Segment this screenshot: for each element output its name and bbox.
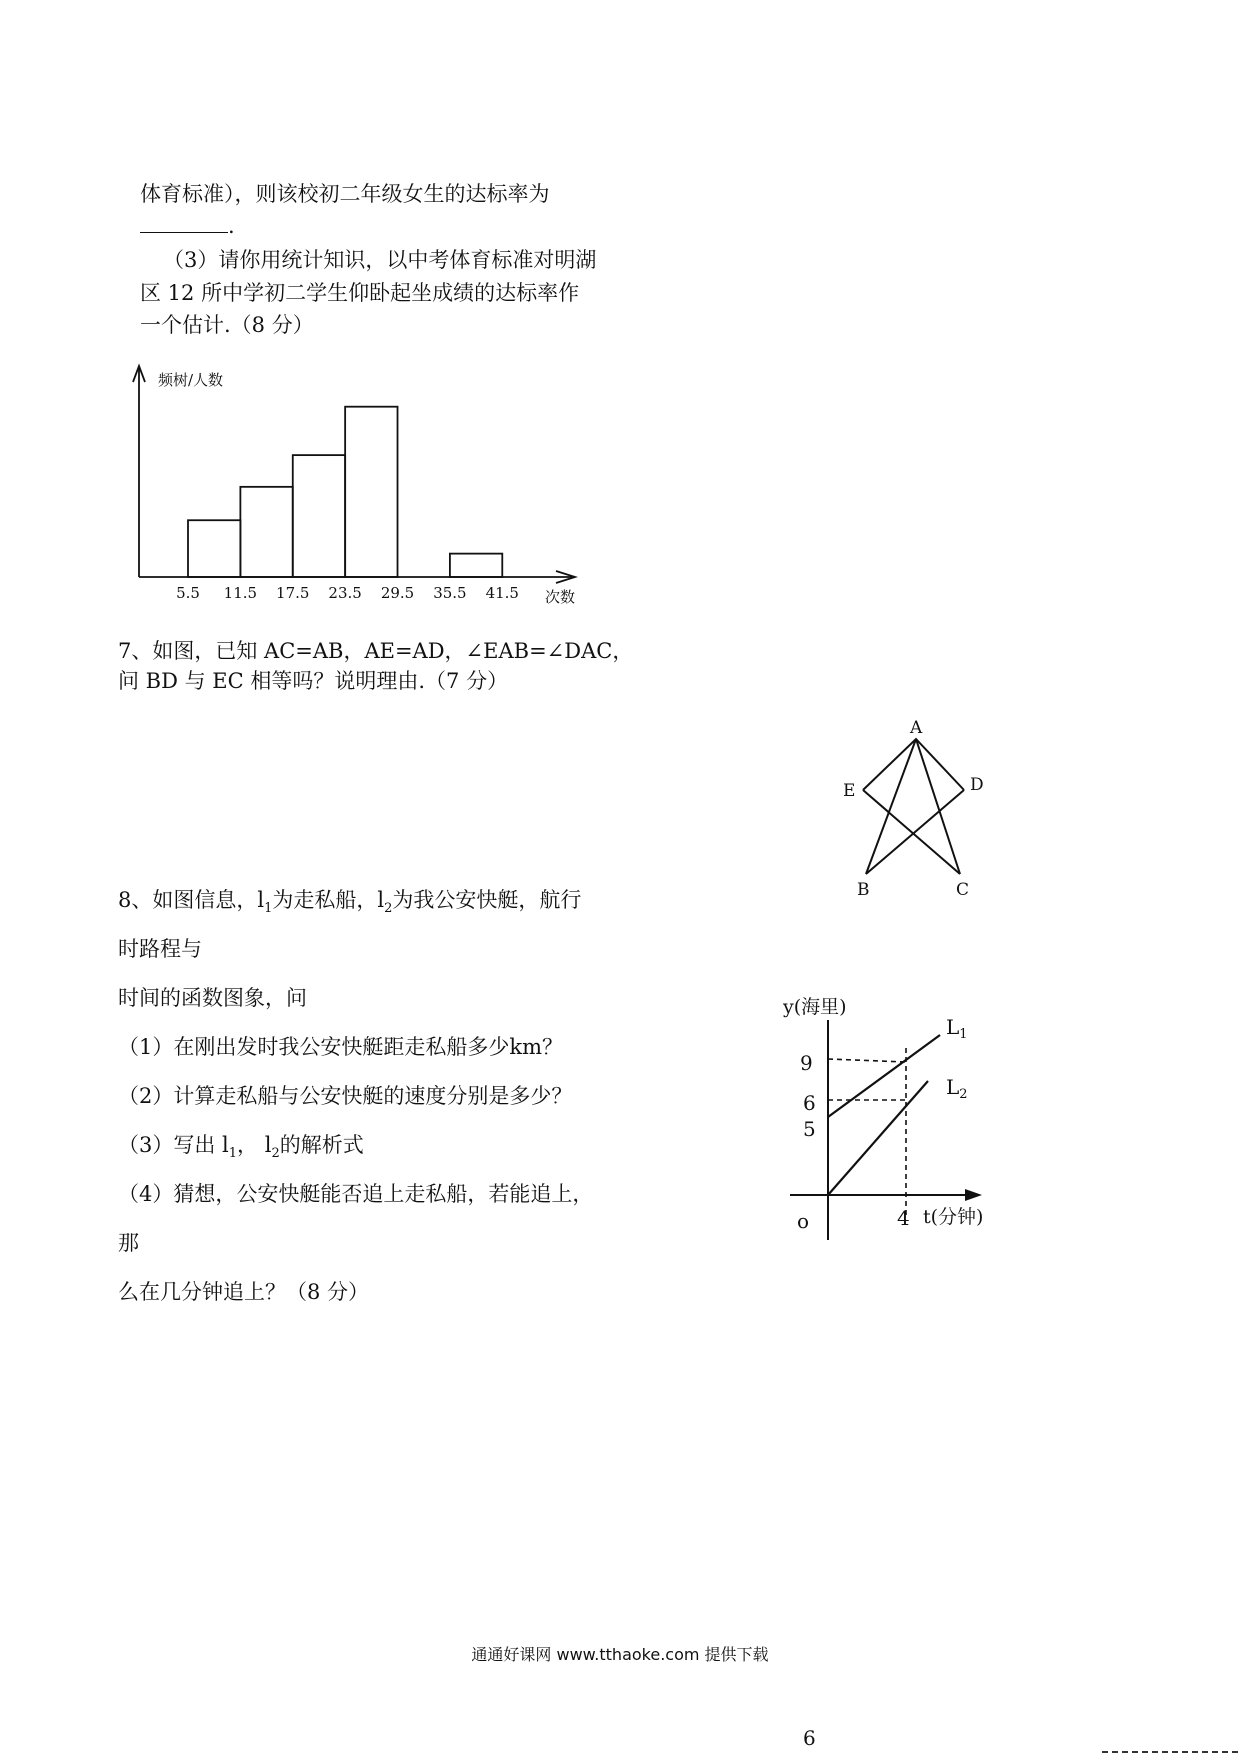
x-axis-label: 次数 bbox=[545, 588, 576, 606]
page-number: 6 bbox=[803, 1726, 816, 1750]
x-tick-label: 5.5 bbox=[176, 584, 200, 602]
q8-line-2: 时路程与 bbox=[118, 937, 202, 961]
point-label-b: B bbox=[857, 880, 870, 900]
q8-l2-letter: l bbox=[377, 888, 385, 912]
point-label-c: C bbox=[956, 880, 970, 900]
line-l1 bbox=[828, 1035, 940, 1117]
q6-line-4: 区 12 所中学初二学生仰卧起坐成绩的达标率作 bbox=[140, 281, 580, 305]
graph-x-label: t(分钟) bbox=[923, 1206, 984, 1228]
q8-item-3 bbox=[118, 1131, 364, 1168]
graph-l2-subscript: 2 bbox=[959, 1087, 968, 1102]
q8-l1-letter: l bbox=[257, 888, 265, 912]
x-tick-label: 41.5 bbox=[485, 584, 519, 602]
bars-group bbox=[188, 407, 502, 577]
q8-item-3-sub-2: 2 bbox=[271, 1146, 280, 1162]
q8-item-3-post: 的解析式 bbox=[279, 1133, 364, 1157]
histogram-bar bbox=[450, 554, 502, 577]
dash-h-9 bbox=[828, 1059, 906, 1062]
q8-item-2: （2）计算走私船与公安快艇的速度分别是多少？ bbox=[118, 1084, 573, 1108]
x-tick-label: 35.5 bbox=[433, 584, 467, 602]
q7-line-2: 问 BD 与 EC 相等吗？说明理由.（7 分） bbox=[118, 669, 509, 693]
graph-y-tick-5: 5 bbox=[803, 1117, 816, 1141]
graph-l2-label bbox=[946, 1075, 968, 1102]
x-tick-label: 23.5 bbox=[328, 584, 362, 602]
q6-line-1: 体育标准），则该校初二年级女生的达标率为 bbox=[140, 182, 550, 206]
histogram-bar bbox=[240, 487, 292, 577]
point-label-a: A bbox=[910, 718, 923, 738]
q8-item-3-mid: ， l bbox=[237, 1133, 272, 1157]
point-label-e: E bbox=[843, 781, 856, 801]
q6-line-2 bbox=[140, 212, 235, 240]
line-l2 bbox=[828, 1081, 928, 1195]
x-tick-label: 17.5 bbox=[276, 584, 310, 602]
q8-item-3-pre: （3）写出 l bbox=[118, 1133, 229, 1157]
q8-l1-subscript: 1 bbox=[264, 901, 273, 917]
x-tick-label: 29.5 bbox=[380, 584, 415, 602]
answer-blank bbox=[140, 212, 228, 233]
graph-y-label: y(海里) bbox=[783, 996, 847, 1018]
histogram-bar bbox=[345, 407, 397, 577]
y-axis-label: 频树/人数 bbox=[158, 371, 224, 389]
q8-item-4: （4）猜想，公安快艇能否追上走私船，若能追上， bbox=[118, 1182, 594, 1206]
q7-line-1: 7、如图，已知 AC=AB，AE=AD，∠EAB=∠DAC， bbox=[118, 639, 634, 663]
q8-l2-subscript: 2 bbox=[384, 901, 393, 917]
q6-line-3: （3）请你用统计知识，以中考体育标准对明湖 bbox=[163, 248, 597, 272]
graph-l1-letter: L bbox=[946, 1015, 960, 1039]
ticks-group bbox=[176, 584, 519, 602]
q6-period: . bbox=[228, 214, 235, 238]
graph-l1-subscript: 1 bbox=[959, 1027, 968, 1042]
geometry-figure bbox=[820, 712, 1010, 912]
graph-origin-label: o bbox=[797, 1209, 810, 1233]
q8-line-3: 时间的函数图象，问 bbox=[118, 986, 307, 1010]
q8-item-4-cont: 那 bbox=[118, 1231, 139, 1255]
graph-x-tick-4: 4 bbox=[897, 1206, 910, 1230]
q8-line-1-pre: 8、如图信息， bbox=[118, 888, 258, 912]
q8-item-3-sub-1: 1 bbox=[228, 1146, 238, 1162]
q8-item-4-end: 么在几分钟追上？（8 分） bbox=[118, 1280, 370, 1304]
q6-line-5: 一个估计.（8 分） bbox=[140, 313, 314, 337]
point-label-d: D bbox=[970, 775, 984, 795]
q8-line-1 bbox=[118, 886, 581, 923]
graph-y-tick-9: 9 bbox=[800, 1051, 813, 1075]
footer-source: 通通好课网 www.tthaoke.com 提供下载 bbox=[471, 1645, 769, 1664]
graph-y-tick-6: 6 bbox=[803, 1091, 816, 1115]
q8-line-1-post: 为我公安快艇，航行 bbox=[392, 888, 582, 912]
histogram-bar bbox=[293, 455, 345, 577]
x-tick-label: 11.5 bbox=[223, 584, 258, 602]
q8-item-1: （1）在刚出发时我公安快艇距走私船多少km？ bbox=[118, 1035, 563, 1059]
graph-l1-label bbox=[946, 1015, 968, 1042]
page-edge-dash bbox=[1102, 1751, 1238, 1753]
histogram-chart bbox=[120, 360, 590, 615]
q8-line-1-mid: 为走私船， bbox=[272, 888, 378, 912]
graph-x-arrow bbox=[965, 1189, 982, 1201]
graph-l2-letter: L bbox=[946, 1075, 960, 1099]
function-graph bbox=[770, 990, 1010, 1255]
histogram-bar bbox=[188, 520, 240, 577]
